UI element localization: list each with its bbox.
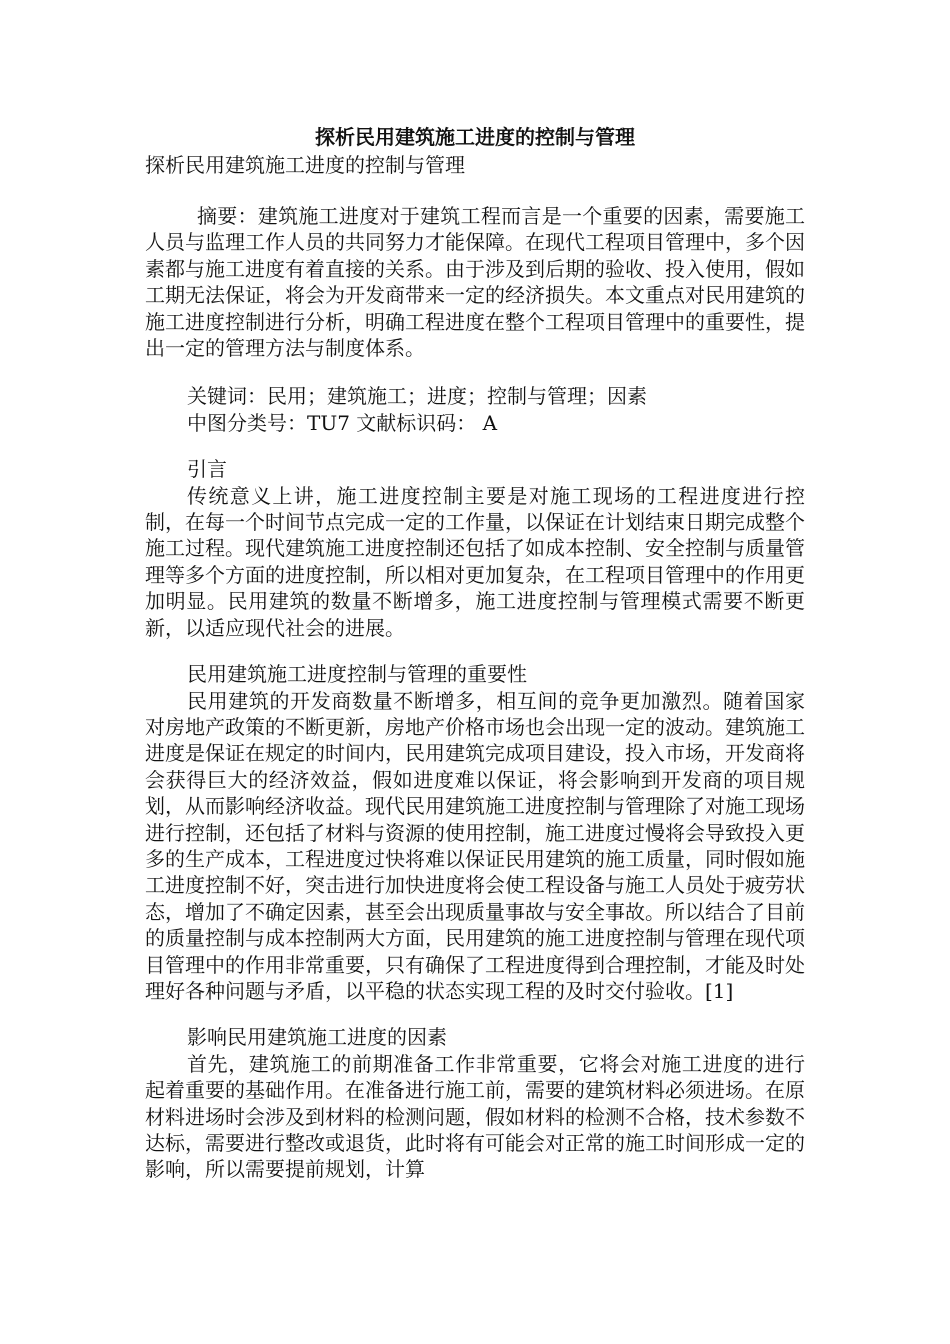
section-heading-importance: 民用建筑施工进度控制与管理的重要性 bbox=[187, 662, 527, 687]
spacer bbox=[145, 436, 805, 456]
document-page bbox=[145, 122, 805, 1183]
keywords-line: 关键词：民用；建筑施工；进度；控制与管理；因素 bbox=[187, 384, 647, 409]
section-body-introduction: 传统意义上讲，施工进度控制主要是对施工现场的工程进度进行控制，在每一个时间节点完成一定的工作量，以保证在计划结束日期完成整个施工过程。现代建筑施工进度控制还包括了如成本控制、安全控制与质量管理等多个方面的进度控制，所以相对更加复杂，在工程项目管理中的作用更加明显。民用建筑的数量不断增多，施工进度控制与管理模式需要不断更新，以适应现代社会的进展。 bbox=[145, 483, 805, 640]
abstract-paragraph: 摘要：建筑施工进度对于建筑工程而言是一个重要的因素，需要施工人员与监理工作人员的共同努力才能保障。在现代工程项目管理中，多个因素都与施工进度有着直接的关系。由于涉及到后期的验收、投入使用，假如工期无法保证，将会为开发商带来一定的经济损失。本文重点对民用建筑的施工进度控制进行分析，明确工程进度在整个工程项目管理中的重要性，提出一定的管理方法与制度体系。 bbox=[145, 204, 805, 361]
spacer bbox=[145, 361, 805, 383]
section-body-factors: 首先，建筑施工的前期准备工作非常重要，它将会对施工进度的进行起着重要的基础作用。在准备进行施工前，需要的建筑材料必须进场。在原材料进场时会涉及到材料的检测问题，假如材料的检测不合格，技术参数不达标，需要进行整改或退货，此时将有可能会对正常的施工时间形成一定的影响，所以需要提前规划，计算 bbox=[145, 1051, 805, 1182]
spacer bbox=[145, 1004, 805, 1024]
section-body-importance: 民用建筑的开发商数量不断增多，相互间的竞争更加激烈。随着国家对房地产政策的不断更新，房地产价格市场也会出现一定的波动。建筑施工进度是保证在规定的时间内，民用建筑完成项目建设，投入市场，开发商将会获得巨大的经济效益，假如进度难以保证，将会影响到开发商的项目规划，从而影响经济收益。现代民用建筑施工进度控制与管理除了对施工现场进行控制，还包括了材料与资源的使用控制，施工进度过慢将会导致投入更多的生产成本，工程进度过快将难以保证民用建筑的施工质量，同时假如施工进度控制不好，突击进行加快进度将会使工程设备与施工人员处于疲劳状态，增加了不确定因素，甚至会出现质量事故与安全事故。所以结合了目前的质量控制与成本控制两大方面，民用建筑的施工进度控制与管理在现代项目管理中的作用非常重要，只有确保了工程进度得到合理控制，才能及时处理好各种问题与矛盾，以平稳的状态实现工程的及时交付验收。[1] bbox=[145, 688, 805, 1003]
classification-line: 中图分类号：TU7 文献标识码： A bbox=[187, 410, 498, 435]
section-heading-factors: 影响民用建筑施工进度的因素 bbox=[187, 1025, 447, 1050]
section-heading-introduction: 引言 bbox=[187, 457, 227, 482]
document-subtitle: 探析民用建筑施工进度的控制与管理 bbox=[145, 153, 465, 177]
spacer bbox=[145, 641, 805, 661]
document-title: 探析民用建筑施工进度的控制与管理 bbox=[315, 125, 635, 149]
